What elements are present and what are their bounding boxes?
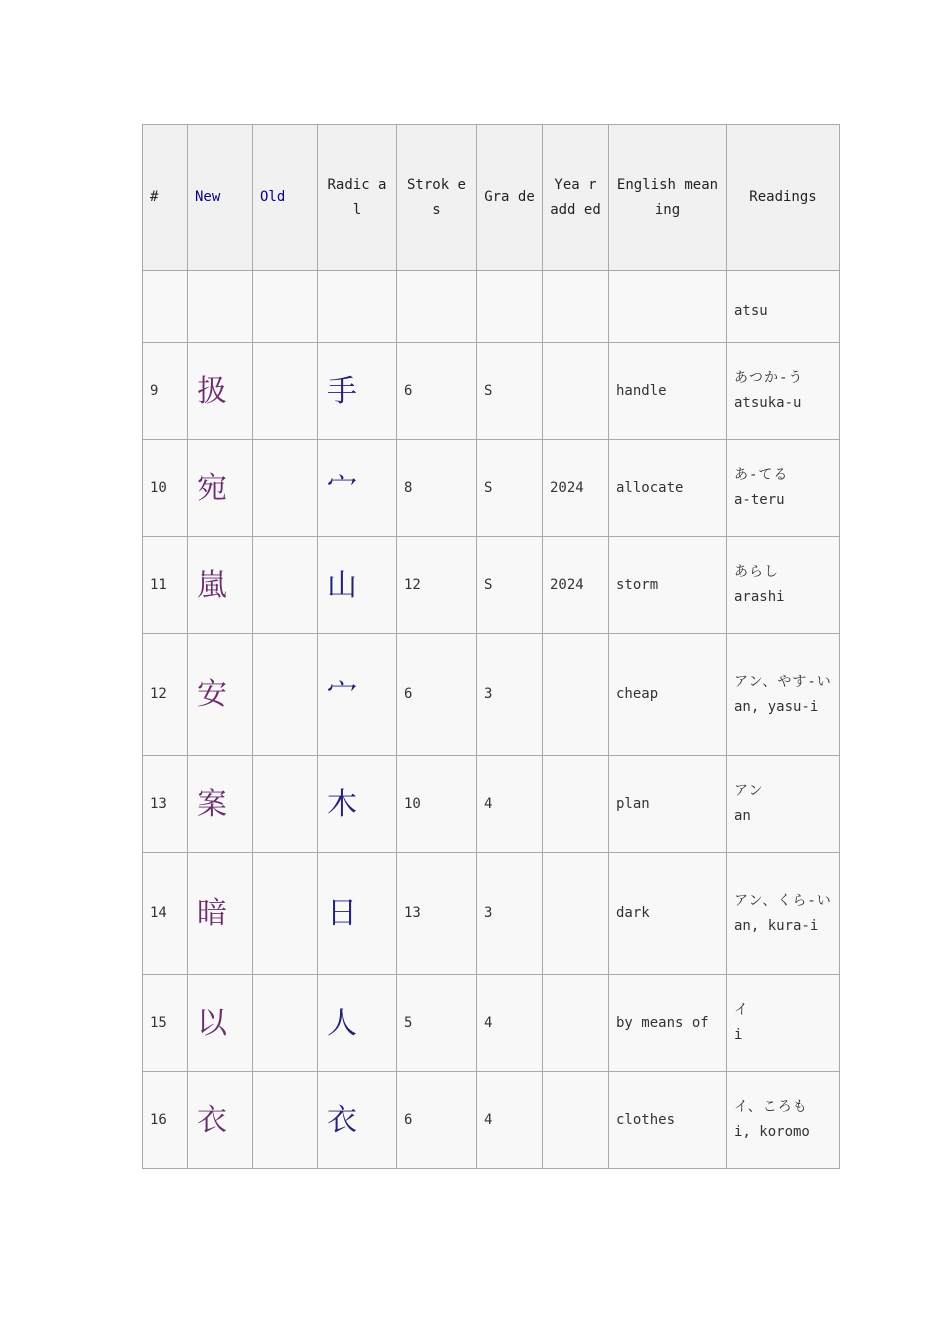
header-english-meaning[interactable]: English meaning	[609, 125, 727, 271]
cell-readings	[727, 271, 840, 343]
header-old[interactable]: Old	[253, 125, 318, 271]
reading-kana: アン、くら-い	[734, 892, 832, 909]
cell-year-added	[543, 271, 609, 343]
header-new[interactable]: New	[188, 125, 253, 271]
cell-meaning: by means of	[609, 975, 727, 1072]
cell-strokes: 6	[397, 634, 477, 756]
cell-meaning	[609, 271, 727, 343]
reading-kana: あらし	[734, 564, 779, 580]
cell-new-kanji[interactable]: 暗	[188, 853, 253, 975]
reading-kana: アン、やす-い	[734, 673, 832, 690]
cell-readings	[727, 440, 840, 537]
cell-grade: 4	[477, 756, 543, 853]
table-row	[143, 537, 840, 634]
cell-readings	[727, 343, 840, 440]
cell-number: 16	[143, 1072, 188, 1169]
table-row	[143, 853, 840, 975]
reading-romaji: atsu	[734, 303, 768, 319]
cell-number: 11	[143, 537, 188, 634]
reading-kana: アン	[734, 783, 764, 799]
table-row-continuation	[143, 271, 840, 343]
cell-number	[143, 271, 188, 343]
cell-radical[interactable]: 宀	[318, 634, 397, 756]
cell-radical[interactable]: 日	[318, 853, 397, 975]
cell-strokes: 12	[397, 537, 477, 634]
table-row	[143, 634, 840, 756]
cell-number: 12	[143, 634, 188, 756]
header-number[interactable]: #	[143, 125, 188, 271]
table-header	[143, 125, 840, 271]
cell-year-added	[543, 343, 609, 440]
cell-readings	[727, 756, 840, 853]
cell-grade: S	[477, 537, 543, 634]
cell-radical[interactable]: 衣	[318, 1072, 397, 1169]
cell-grade: S	[477, 440, 543, 537]
cell-number: 9	[143, 343, 188, 440]
cell-grade: S	[477, 343, 543, 440]
cell-radical[interactable]: 木	[318, 756, 397, 853]
cell-old-kanji	[253, 853, 318, 975]
cell-readings	[727, 975, 840, 1072]
cell-number: 14	[143, 853, 188, 975]
header-grade[interactable]: Gra de	[477, 125, 543, 271]
table-row	[143, 756, 840, 853]
reading-kana: あつか-う	[734, 370, 804, 386]
cell-meaning: cheap	[609, 634, 727, 756]
cell-year-added: 2024	[543, 537, 609, 634]
kanji-table	[142, 124, 840, 1169]
cell-meaning: clothes	[609, 1072, 727, 1169]
cell-year-added: 2024	[543, 440, 609, 537]
cell-grade: 3	[477, 853, 543, 975]
cell-new-kanji[interactable]: 以	[188, 975, 253, 1072]
reading-romaji: a-teru	[734, 492, 785, 508]
cell-old-kanji	[253, 537, 318, 634]
cell-year-added	[543, 634, 609, 756]
reading-kana: イ	[734, 1002, 749, 1018]
cell-radical	[318, 271, 397, 343]
reading-romaji: i	[734, 1027, 743, 1043]
cell-old-kanji	[253, 634, 318, 756]
cell-strokes: 13	[397, 853, 477, 975]
cell-grade: 4	[477, 975, 543, 1072]
cell-year-added	[543, 853, 609, 975]
cell-new-kanji[interactable]: 宛	[188, 440, 253, 537]
reading-kana: イ、ころも	[734, 1099, 808, 1115]
cell-readings	[727, 537, 840, 634]
header-row	[143, 125, 840, 271]
table-row	[143, 975, 840, 1072]
cell-strokes: 6	[397, 1072, 477, 1169]
cell-meaning: allocate	[609, 440, 727, 537]
cell-grade	[477, 271, 543, 343]
cell-meaning: dark	[609, 853, 727, 975]
cell-new-kanji[interactable]: 案	[188, 756, 253, 853]
cell-radical[interactable]: 宀	[318, 440, 397, 537]
cell-strokes: 5	[397, 975, 477, 1072]
reading-kana: あ-てる	[734, 467, 789, 483]
cell-new	[188, 271, 253, 343]
cell-number: 13	[143, 756, 188, 853]
cell-radical[interactable]: 山	[318, 537, 397, 634]
cell-number: 10	[143, 440, 188, 537]
cell-grade: 3	[477, 634, 543, 756]
table-row	[143, 440, 840, 537]
cell-strokes: 10	[397, 756, 477, 853]
cell-readings	[727, 634, 840, 756]
cell-year-added	[543, 975, 609, 1072]
table-row	[143, 1072, 840, 1169]
cell-strokes: 8	[397, 440, 477, 537]
cell-strokes: 6	[397, 343, 477, 440]
cell-new-kanji[interactable]: 安	[188, 634, 253, 756]
cell-year-added	[543, 756, 609, 853]
cell-old-kanji	[253, 1072, 318, 1169]
cell-grade: 4	[477, 1072, 543, 1169]
cell-radical[interactable]: 人	[318, 975, 397, 1072]
cell-strokes	[397, 271, 477, 343]
cell-readings	[727, 1072, 840, 1169]
cell-old-kanji	[253, 756, 318, 853]
cell-meaning: handle	[609, 343, 727, 440]
cell-new-kanji[interactable]: 衣	[188, 1072, 253, 1169]
reading-romaji: arashi	[734, 589, 785, 605]
cell-old-kanji	[253, 440, 318, 537]
reading-romaji: an, yasu-i	[734, 698, 819, 715]
table-row	[143, 343, 840, 440]
table-body	[143, 271, 840, 1169]
cell-old-kanji	[253, 975, 318, 1072]
reading-romaji: i, koromo	[734, 1124, 810, 1140]
reading-romaji: an, kura-i	[734, 917, 819, 934]
reading-romaji: an	[734, 808, 751, 824]
cell-new-kanji[interactable]: 嵐	[188, 537, 253, 634]
cell-number: 15	[143, 975, 188, 1072]
cell-year-added	[543, 1072, 609, 1169]
cell-meaning: plan	[609, 756, 727, 853]
cell-readings	[727, 853, 840, 975]
cell-old	[253, 271, 318, 343]
cell-old-kanji	[253, 343, 318, 440]
cell-meaning: storm	[609, 537, 727, 634]
reading-romaji: atsuka-u	[734, 395, 802, 411]
header-readings[interactable]: Readings	[727, 125, 840, 271]
header-strokes[interactable]: Strok es	[397, 125, 477, 271]
cell-radical[interactable]: 手	[318, 343, 397, 440]
header-radical[interactable]: Radic al	[318, 125, 397, 271]
header-year-added[interactable]: Yea r add ed	[543, 125, 609, 271]
cell-new-kanji[interactable]: 扱	[188, 343, 253, 440]
